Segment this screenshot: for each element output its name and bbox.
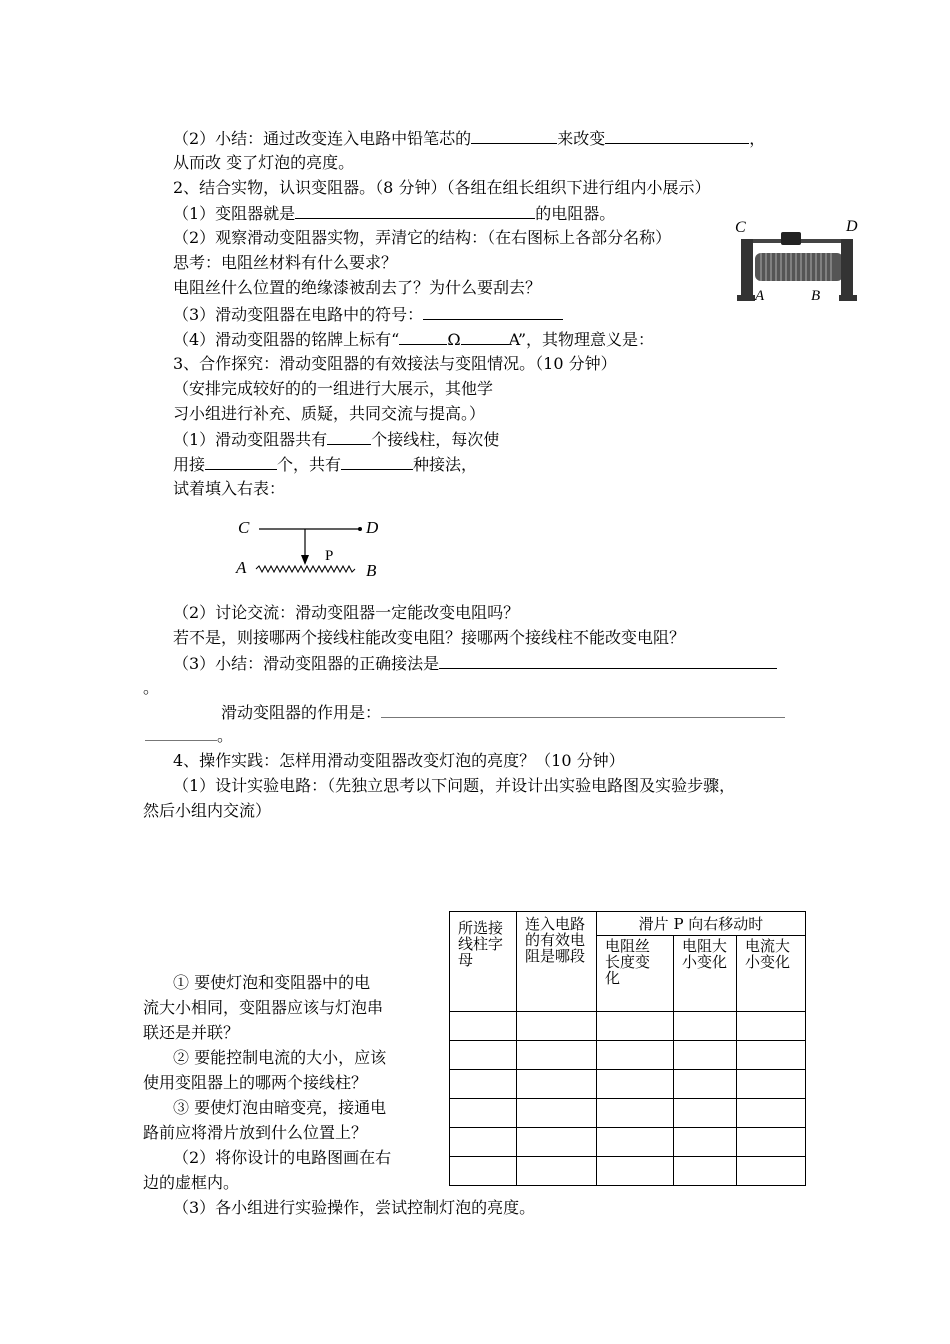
table-cell[interactable]	[597, 1041, 674, 1070]
left-bracket	[741, 239, 753, 299]
blank-field[interactable]	[145, 726, 217, 741]
text-line: 电阻丝什么位置的绝缘漆被刮去了？为什么要刮去？	[173, 278, 542, 297]
table-cell[interactable]	[517, 1012, 597, 1041]
table-cell[interactable]	[597, 1157, 674, 1186]
header-cell: 电阻丝长度变化	[597, 936, 674, 1012]
blank-field[interactable]	[471, 127, 557, 144]
blank-field[interactable]	[605, 127, 749, 144]
instruction-2: （2）将你设计的电路图画在右	[173, 1148, 392, 1167]
table-cell[interactable]	[737, 1157, 806, 1186]
text-line: （1）变阻器就是 的电阻器。	[173, 204, 616, 223]
header-cell: 滑片 P 向右移动时	[597, 912, 806, 936]
text-line: （3）小结：滑动变阻器的正确接法是	[173, 652, 777, 675]
blank-field[interactable]	[423, 303, 563, 320]
header-cell: 电流大小变化	[737, 936, 806, 1012]
blank-field[interactable]	[327, 428, 371, 445]
text-line: （1）设计实验电路：（先独立思考以下问题，并设计出实验电路图及实验步骤，	[173, 776, 736, 795]
question-2: ② 要能控制电流的大小，应该	[173, 1048, 387, 1067]
blank-field[interactable]	[205, 453, 277, 470]
text-line: 试着填入右表：	[173, 479, 286, 498]
diagram-label-a: A	[236, 558, 247, 577]
table-cell[interactable]	[737, 1099, 806, 1128]
rheostat-photo	[733, 215, 863, 307]
table-cell[interactable]	[597, 1012, 674, 1041]
table-cell[interactable]	[450, 1099, 517, 1128]
text-line: 用接 个，共有 种接法，	[173, 455, 478, 474]
slider-clip	[781, 232, 801, 245]
label-c: C	[735, 219, 746, 236]
text-line: 滑动变阻器的作用是：	[221, 702, 785, 724]
table-cell[interactable]	[450, 1070, 517, 1099]
text-line: （3）滑动变阻器在电路中的符号：	[173, 303, 563, 326]
table-cell[interactable]	[597, 1128, 674, 1157]
blank-field[interactable]	[341, 453, 413, 470]
table-cell[interactable]	[737, 1012, 806, 1041]
text-line: 若不是，则接哪两个接线柱能改变电阻？接哪两个接线柱不能改变电阻？	[173, 628, 686, 647]
question-3: 路前应将滑片放到什么位置上？	[143, 1123, 368, 1142]
label-b: B	[811, 288, 821, 304]
text-line: 然后小组内交流）	[143, 801, 272, 820]
blank-field[interactable]	[439, 652, 777, 669]
instruction-2: 边的虚框内。	[143, 1173, 240, 1192]
table-cell[interactable]	[674, 1012, 737, 1041]
porcelain-tube	[755, 253, 843, 281]
table-cell[interactable]	[450, 1157, 517, 1186]
table-cell[interactable]	[517, 1157, 597, 1186]
connection-table	[449, 911, 806, 1186]
text-line: 。	[143, 678, 160, 697]
table-cell[interactable]	[517, 1099, 597, 1128]
text-line: （2）观察滑动变阻器实物，弄清它的结构：（在右图标上各部分名称）	[173, 228, 672, 247]
table-cell[interactable]	[674, 1099, 737, 1128]
header-cell: 电阻大小变化	[674, 936, 737, 1012]
text-line: 。	[145, 725, 233, 747]
table-cell[interactable]	[517, 1128, 597, 1157]
table-cell[interactable]	[450, 1041, 517, 1070]
table-cell[interactable]	[597, 1070, 674, 1099]
table-cell[interactable]	[517, 1070, 597, 1099]
label-a: A	[755, 288, 765, 304]
table-cell[interactable]	[737, 1128, 806, 1157]
table-cell[interactable]	[737, 1070, 806, 1099]
question-1: 联还是并联？	[143, 1023, 240, 1042]
instruction-3: （3）各小组进行实验操作，尝试控制灯泡的亮度。	[173, 1198, 536, 1217]
text-line: 从而改 变了灯泡的亮度。	[173, 153, 355, 172]
question-1: 流大小相同，变阻器应该与灯泡串	[143, 998, 384, 1017]
summary-line-1: （2）小结：通过改变连入电路中铅笔芯的 来改变 ，	[173, 129, 766, 148]
rheostat-diagram	[232, 513, 392, 583]
table-cell[interactable]	[450, 1012, 517, 1041]
text-line: （2）讨论交流：滑动变阻器一定能改变电阻吗？	[173, 603, 520, 622]
table-cell[interactable]	[450, 1128, 517, 1157]
table-cell[interactable]	[737, 1041, 806, 1070]
blank-field[interactable]	[461, 328, 509, 345]
header-cell: 所选接线柱字母	[450, 912, 517, 1012]
table-cell[interactable]	[674, 1041, 737, 1070]
blank-field[interactable]	[399, 328, 447, 345]
table-cell[interactable]	[674, 1070, 737, 1099]
blank-field[interactable]	[381, 703, 785, 718]
text-line: （1）滑动变阻器共有 个接线柱，每次使	[173, 430, 500, 449]
diagram-label-c: C	[238, 518, 250, 537]
diagram-label-p: P	[325, 548, 334, 564]
label-d: D	[846, 218, 858, 235]
text-line: （安排完成较好的的一组进行大展示，其他学	[173, 379, 494, 398]
question-1: ① 要使灯泡和变阻器中的电	[173, 973, 371, 992]
section-heading-2: 2、结合实物，认识变阻器。（8 分钟）（各组在组长组织下进行组内小展示）	[173, 178, 711, 197]
diagram-label-d: D	[366, 518, 379, 537]
table-cell[interactable]	[674, 1157, 737, 1186]
text-line: （4）滑动变阻器的铭牌上标有“ Ω A”，其物理意义是：	[173, 330, 655, 349]
section-heading-3: 3、合作探究：滑动变阻器的有效接法与变阻情况。（10 分钟）	[173, 354, 617, 373]
header-cell: 连入电路的有效电阻是哪段	[517, 912, 597, 1012]
table-cell[interactable]	[517, 1041, 597, 1070]
table-cell[interactable]	[597, 1099, 674, 1128]
question-3: ③ 要使灯泡由暗变亮，接通电	[173, 1098, 387, 1117]
text-line: 思考：电阻丝材料有什么要求？	[173, 253, 398, 272]
table-cell[interactable]	[674, 1128, 737, 1157]
section-heading-4: 4、操作实践：怎样用滑动变阻器改变灯泡的亮度？（10 分钟）	[173, 751, 625, 770]
resistance-wire	[256, 566, 355, 572]
question-2: 使用变阻器上的哪两个接线柱？	[143, 1073, 368, 1092]
diagram-label-b: B	[366, 561, 377, 580]
blank-field[interactable]	[295, 202, 535, 219]
right-bracket	[841, 239, 853, 299]
text-line: 习小组进行补充、质疑，共同交流与提高。）	[173, 404, 486, 423]
